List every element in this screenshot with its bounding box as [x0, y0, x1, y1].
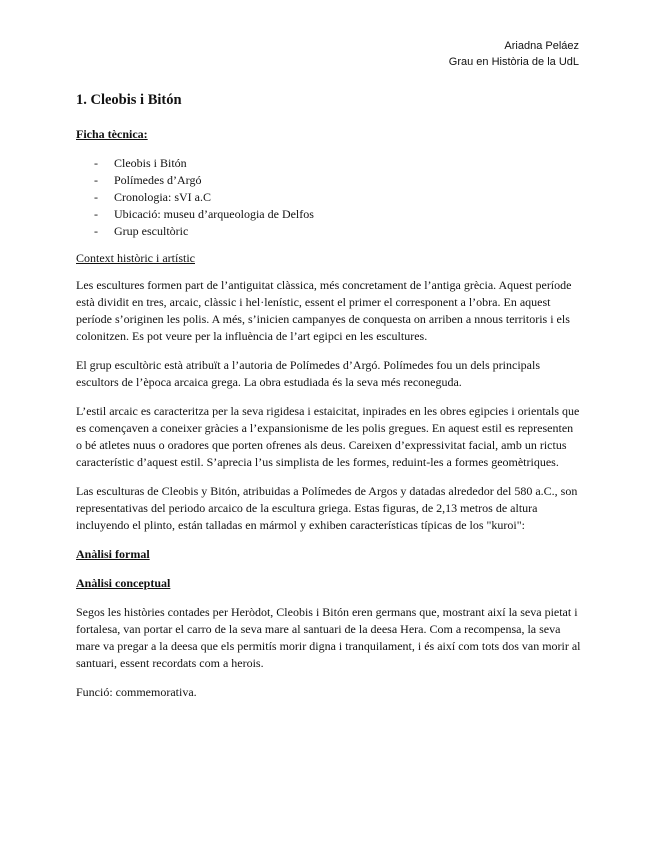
list-item-text: Cleobis i Bitón	[114, 156, 187, 170]
context-paragraph-1: Les escultures formen part de l’antiguitat clàssica, més concretament de l’antiga grècia. Aquest període està dividit en tres, arcaic, clàssic i hel·lenístic, essent el primer el corresponent a l’obra. En aquest període s’originen les polis. A més, s’inicien campanyes de conquesta on arriben a nnous territoris i els colonitzen. Es pot veure per la influència de l’art egipci en les escultures.	[76, 278, 572, 343]
dash-bullet: -	[94, 156, 98, 170]
dash-bullet: -	[94, 190, 98, 204]
dash-bullet: -	[94, 224, 98, 238]
page-header	[449, 38, 579, 70]
dash-bullet: -	[94, 207, 98, 221]
list-item-text: Ubicació: museu d’arqueologia de Delfos	[114, 207, 314, 221]
ficha-heading: Ficha tècnica:	[76, 127, 148, 141]
document-body	[76, 90, 582, 713]
list-item	[94, 223, 582, 240]
list-item	[94, 189, 582, 206]
context-heading: Context històric i artístic	[76, 251, 195, 265]
function-line: Funció: commemorativa.	[76, 685, 197, 699]
conceptual-heading: Anàlisi conceptual	[76, 576, 171, 590]
dash-bullet: -	[94, 173, 98, 187]
context-paragraph-2: El grup escultòric està atribuït a l’autoria de Polímedes d’Argó. Polímedes fou un dels principals escultors de l’època arcaica grega. La obra estudiada és la seva més reconeguda.	[76, 358, 541, 389]
page-title: 1. Cleobis i Bitón	[76, 92, 182, 108]
degree-name: Grau en Història de la UdL	[448, 56, 579, 68]
context-paragraph-3: L’estil arcaic es caracteritza per la seva rigidesa i estaicitat, inpirades en les obres egipcies i orientals que es començaven a coneixer gràcies a l’expansionisme de les polis gregues. En aquest estil es representen o bé atletes nuus o oradores que porten ofrenes als deus. Careixen d’expressivitat facial, amb un rictus característic d’aquest estil. S’aprecia l’us simplista de les formes, reduint-les a formes geomètriques.	[76, 404, 580, 469]
conceptual-paragraph-1: Segos les històries contades per Heròdot, Cleobis i Bitón eren germans que, mostrant així la seva pietat i fortalesa, van portar el carro de la seva mare al santuari de la deesa Hera. Com a recompensa, la seva mare va pregar a la deesa que els permitís morir digna i tranquilament, i és així com tots dos van morir al santuari, essent recordats com a herois.	[76, 605, 581, 670]
context-paragraph-4: Las esculturas de Cleobis y Bitón, atribuidas a Polímedes de Argos y datadas alrededor del 580 a.C., son representativas del periodo arcaico de la escultura griega. Estas figuras, de 2,13 metros de altura incluyendo el plinto, están talladas en mármol y exhiben características típicas de los "kuroi":	[76, 484, 578, 532]
list-item-text: Cronologia: sVI a.C	[114, 190, 211, 204]
list-item-text: Polímedes d’Argó	[114, 173, 202, 187]
ficha-list	[76, 155, 582, 240]
author-name: Ariadna Peláez	[504, 40, 579, 52]
list-item-text: Grup escultòric	[114, 224, 189, 238]
list-item	[94, 206, 582, 223]
list-item	[94, 172, 582, 189]
list-item	[94, 155, 582, 172]
formal-heading: Anàlisi formal	[76, 547, 150, 561]
